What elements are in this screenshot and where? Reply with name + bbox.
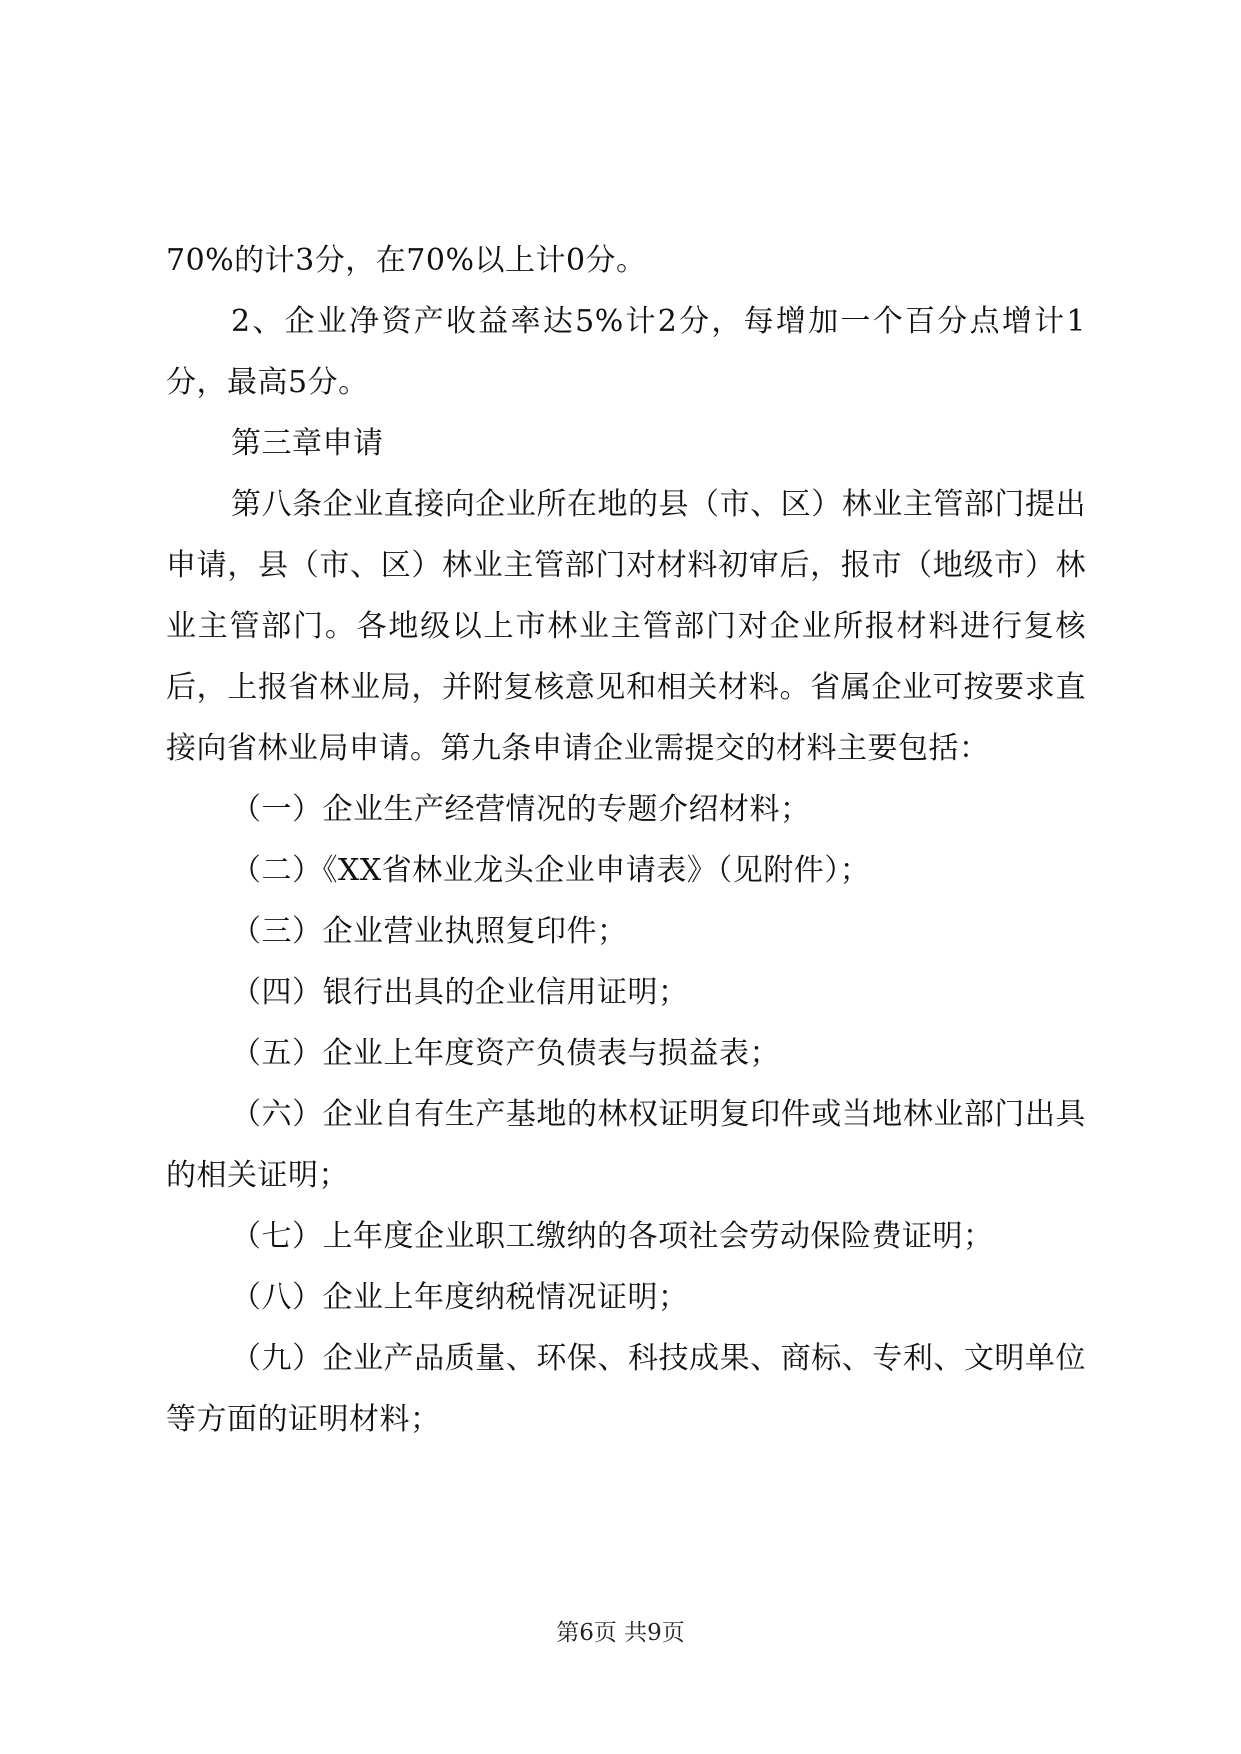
- list-item-2: （二）《XX省林业龙头企业申请表》（见附件）；: [231, 853, 871, 888]
- list-item-7: （七）上年度企业职工缴纳的各项社会劳动保险费证明；: [231, 1219, 994, 1254]
- list-item-6: （六）企业自有生产基地的林权证明复印件或当地林业部门出具的相关证明；: [166, 1097, 1086, 1193]
- paragraph-article-8: 第八条企业直接向企业所在地的县（市、区）林业主管部门提出申请，县（市、区）林业主管部门对材料初审后，报市（地级市）林业主管部门。各地级以上市林业主管部门对企业所报材料进行复核后，上报省林业局，并附复核意见和相关材料。省属企业可按要求直接向省林业局申请。第九条申请企业需提交的材料主要包括：: [166, 487, 1086, 766]
- list-item-8: （八）企业上年度纳税情况证明；: [231, 1280, 689, 1315]
- chapter-heading: 第三章申请: [231, 426, 384, 461]
- document-body: [166, 230, 1086, 1450]
- paragraph-continuation: 70%的计3分，在70%以上计0分。: [166, 243, 647, 278]
- page-number-footer: 第6页 共9页: [556, 1620, 685, 1646]
- list-item-9: （九）企业产品质量、环保、科技成果、商标、专利、文明单位等方面的证明材料；: [166, 1341, 1086, 1437]
- paragraph-item-2: 2、企业净资产收益率达5%计2分，每增加一个百分点增计1分，最高5分。: [166, 304, 1086, 400]
- list-item-3: （三）企业营业执照复印件；: [231, 914, 628, 949]
- list-item-1: （一）企业生产经营情况的专题介绍材料；: [231, 792, 811, 827]
- list-item-4: （四）银行出具的企业信用证明；: [231, 975, 689, 1010]
- list-item-5: （五）企业上年度资产负债表与损益表；: [231, 1036, 780, 1071]
